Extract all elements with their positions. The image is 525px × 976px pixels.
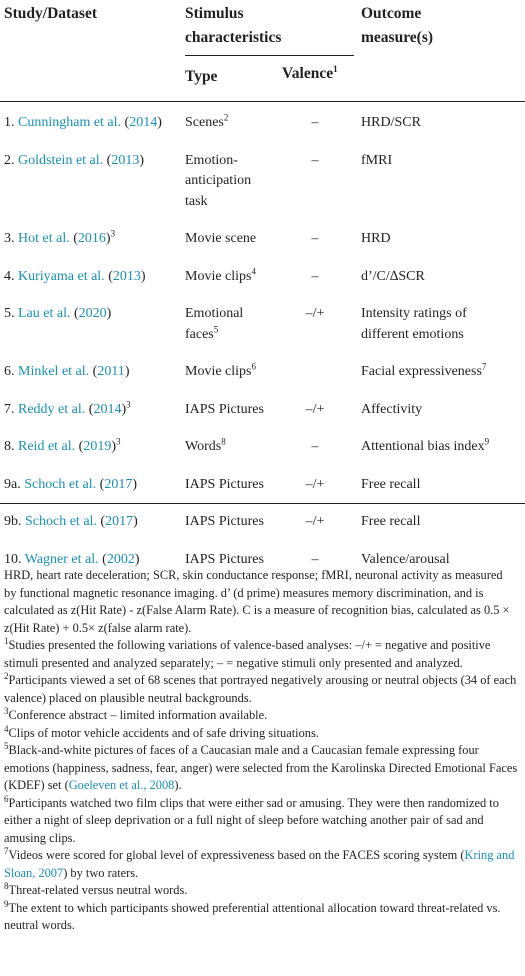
footnote: $^4$Clips of motor vehicle accidents and of safe driving situations. [4,723,319,740]
study-author-link[interactable]: Lau et al. [18,306,71,321]
study-cell: 8. Reid et al. $(2019)^3$ [4,436,121,454]
study-cell: 9a. Schoch et al. (2017) [4,476,137,492]
study-cell: 9b. Schoch et al. (2017) [4,514,138,529]
type-cell: faces$^5$ [185,323,219,342]
study-year-link[interactable]: 2002 [106,551,135,567]
outcome-cell: Free recall [361,476,421,492]
outcome-cell: Free recall [361,514,421,529]
header-stimulus-line1: Stimulus [185,5,244,22]
study-cell: 4. Kuriyama et al. (2013) [4,268,146,284]
outcome-cell: HRD [361,231,391,246]
header-outcome-line1: Outcome [361,5,422,22]
footnote: $^2$Participants viewed a set of 68 scenes that portrayed negatively arousing or neutral objects (34 of each valence) placed on plausible neutral backgrounds. [4,670,517,705]
type-cell: Movie scene [185,231,257,246]
type-cell: IAPS Pictures [185,551,264,567]
study-author-link[interactable]: Goldstein et al. [18,152,104,168]
footnote: $^3$Conference abstract – limited information available. [4,705,268,722]
type-cell: IAPS Pictures [185,476,264,492]
type-cell: anticipation [185,173,252,188]
valence-cell: – [311,115,319,130]
footnote-citation-link[interactable]: Kring and Sloan, 2007 [4,848,515,880]
outcome-cell: Attentional bias index$^9$ [361,436,490,454]
study-author-link[interactable]: Schoch et al. [25,514,97,529]
study-year-link[interactable]: 2014 [93,401,122,417]
type-cell: Movie clips$^6$ [185,361,256,379]
outcome-cell: HRD/SCR [361,115,421,130]
outcome-cell: d’/C/∆SCR [361,268,425,284]
type-cell: Emotional [185,306,244,321]
study-year-link[interactable]: 2017 [104,476,133,492]
header-study: Study/Dataset [4,5,98,22]
type-cell: Words$^8$ [185,436,226,454]
valence-cell: –/+ [305,514,325,529]
footnote-citation-link[interactable]: Goeleven et al., 2008 [68,778,175,792]
study-author-link[interactable]: Schoch et al. [24,476,97,492]
header-bottom-rule [0,101,525,102]
valence-cell: – [311,268,319,284]
header-type: Type [185,68,218,85]
study-year-link[interactable]: 2011 [97,364,125,379]
footnote: $^1$Studies presented the following variations of valence-based analyses: –/+ = negative and positive stimuli presented and analyzed separately; – = negative stimuli only presented and analyzed. [4,635,491,670]
outcome-cell: different emotions [361,326,464,342]
study-author-link[interactable]: Hot et al. [18,231,70,246]
footnote: $^6$Participants watched two film clips that were either sad or amusing. They were then randomized to either a night of sleep deprivation or a full night of sleep before watching another pair of sad and amusing clips. [4,793,499,845]
study-year-link[interactable]: 2016 [77,231,106,246]
valence-cell: –/+ [305,306,325,321]
header-valence: Valence$^1$ [282,63,338,82]
footnote: $^7$Videos were scored for global level of expressiveness based on the FACES scoring system (Kring and Sloan, 2007) by two raters. [4,845,515,880]
valence-cell: – [311,152,319,168]
abbreviations-note: HRD, heart rate deceleration; SCR, skin conductance response; fMRI, neuronal activity as measured by functional magnetic resonance imaging. d’ (d prime) measures memory discrimination, and is calculated as z(Hit Rate) - z(False Alarm Rate). C is a measure of recognition bias, calculated as 0.5 × z(Hit Rate) + 0.5× z(false alarm rate). [4,568,510,635]
study-cell: 3. Hot et al. $(2016)^3$ [4,228,116,246]
study-year-link[interactable]: 2013 [112,268,141,284]
study-cell: 6. Minkel et al. (2011) [4,364,130,379]
type-cell: Emotion- [185,152,238,168]
header-stimulus-rule [185,55,354,56]
study-year-link[interactable]: 2017 [105,514,134,529]
header-stimulus-line2: characteristics [185,29,282,46]
footnote: $^5$Black-and-white pictures of faces of a Caucasian male and a Caucasian female expressing four emotions (happiness, sadness, fear, anger) were selected from the Karolinska Directed Emotional Faces (KDEF) set (Goeleven et al., 2008). [4,740,518,792]
valence-cell: –/+ [305,401,325,417]
study-author-link[interactable]: Kuriyama et al. [18,268,105,284]
valence-cell: –/+ [305,476,325,492]
outcome-cell: Facial expressiveness$^7$ [361,361,487,379]
type-cell: IAPS Pictures [185,401,264,417]
type-cell: Movie clips$^4$ [185,265,256,284]
footnote: $^8$Threat-related versus neutral words. [4,880,188,897]
study-author-link[interactable]: Minkel et al. [18,364,90,379]
study-cell: 10. Wagner et al. (2002) [4,551,140,567]
study-cell: 2. Goldstein et al. (2013) [4,152,144,168]
outcome-cell: Intensity ratings of [361,306,467,321]
outcome-cell: fMRI [361,152,393,168]
study-author-link[interactable]: Cunningham et al. [18,115,122,130]
study-author-link[interactable]: Wagner et al. [24,551,99,567]
study-author-link[interactable]: Reddy et al. [18,401,86,417]
study-author-link[interactable]: Reid et al. [18,439,76,454]
table-bottom-rule [0,503,525,504]
footnote-list [4,637,518,935]
study-year-link[interactable]: 2019 [83,439,112,454]
study-year-link[interactable]: 2013 [111,152,140,168]
study-year-link[interactable]: 2014 [129,115,158,130]
type-cell: IAPS Pictures [185,514,264,529]
study-year-link[interactable]: 2020 [78,306,107,321]
type-cell: Scenes$^2$ [185,112,229,130]
outcome-cell: Valence/arousal [361,551,450,567]
valence-cell: – [311,439,319,454]
footnote: $^9$The extent to which participants showed preferential attentional allocation toward threat-related vs. neutral words. [4,898,501,932]
study-cell: 7. Reddy et al. $(2014)^3$ [4,398,131,417]
outcome-cell: Affectivity [361,401,423,417]
valence-cell: – [311,551,319,567]
study-cell: 1. Cunningham et al. (2014) [4,115,162,130]
study-cell: 5. Lau et al. (2020) [4,306,112,321]
type-cell: task [185,193,208,209]
table-footnotes [4,567,518,935]
header-outcome-line2: measure(s) [361,29,434,46]
valence-cell: – [311,231,319,246]
